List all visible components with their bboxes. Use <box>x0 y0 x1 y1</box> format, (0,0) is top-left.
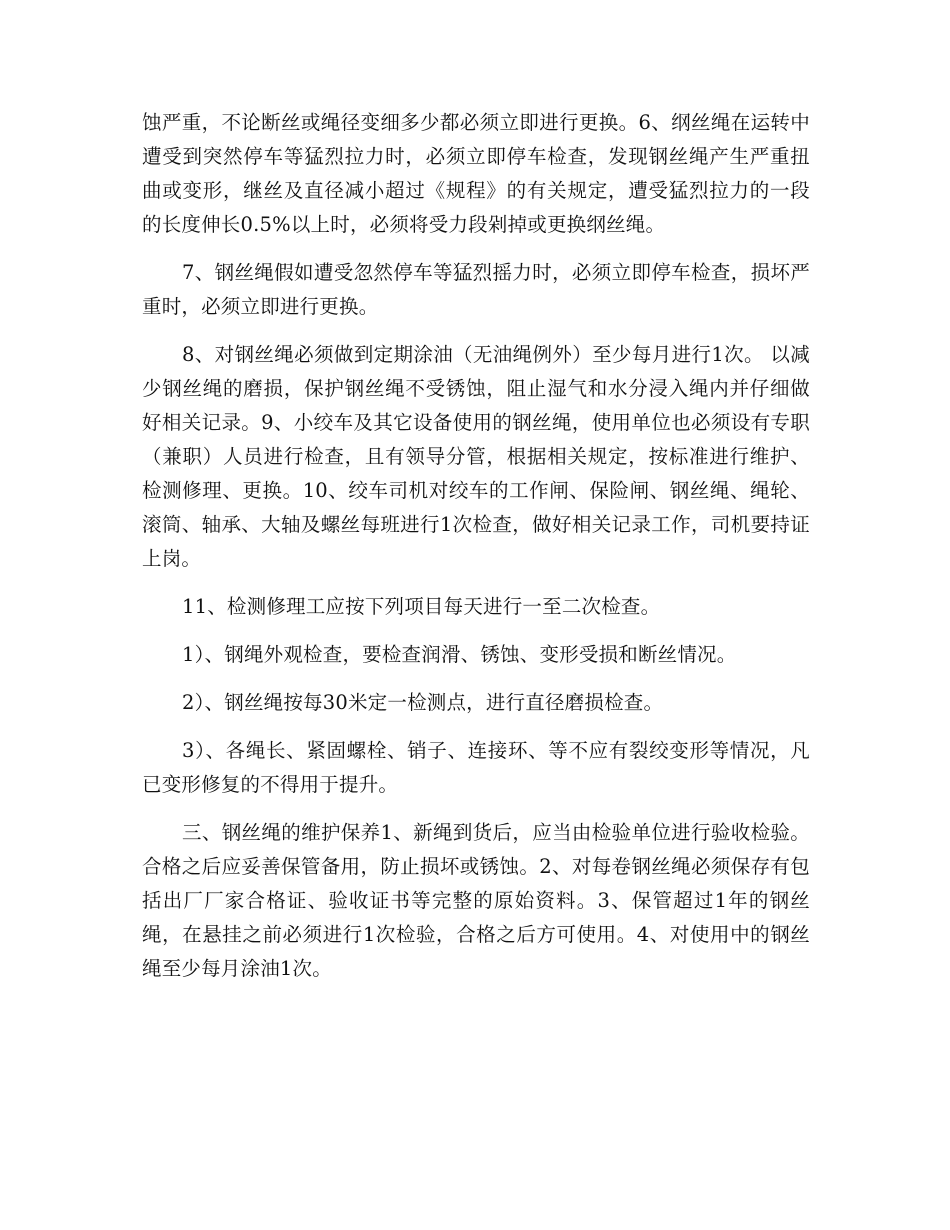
paragraph-gap <box>142 576 810 590</box>
paragraph-section-3-maintenance: 三、钢丝绳的维护保养1、新绳到货后，应当由检验单位进行验收检验。合格之后应妥善保管备用，防止损坏或锈蚀。2、对每卷钢丝绳必须保存有包括出厂厂家合格证、验收证书等完整的原始资料。3、保管超过1年的钢丝绳，在悬挂之前必须进行1次检验，合格之后方可使用。4、对使用中的钢丝绳至少每月涂油1次。 <box>142 821 810 980</box>
paragraph-subitem-1: 1）、钢绳外观检查，要检查润滑、锈蚀、变形受损和断丝情况。 <box>182 643 737 666</box>
paragraph-gap <box>142 802 810 816</box>
paragraph-gap <box>142 720 810 734</box>
paragraph-item-11: 11、检测修理工应按下列项目每天进行一至二次检查。 <box>182 595 661 618</box>
paragraph-gap <box>142 242 810 256</box>
paragraph-gap <box>142 672 810 686</box>
paragraph-wire-rope-replacement: 蚀严重，不论断丝或绳径变细多少都必须立即进行更换。6、纲丝绳在运转中遭受到突然停车等猛烈拉力时，必须立即停车检查，发现钢丝绳产生严重扭曲或变形，继丝及直径减小超过《规程》的有关规定，遭受猛烈拉力的一段的长度伸长0.5%以上时，必须将受力段剁掉或更换纲丝绳。 <box>142 111 810 236</box>
paragraph-subitem-2: 2）、钢丝绳按每30米定一检测点，进行直径磨损检查。 <box>182 691 664 714</box>
paragraph-gap <box>142 324 810 338</box>
paragraph-items-8-10: 8、对钢丝绳必须做到定期涂油（无油绳例外）至少每月进行1次。 以减少钢丝绳的磨损，保护钢丝绳不受锈蚀，阻止湿气和水分浸入绳内并仔细做好相关记录。9、小绞车及其它设备使用的钢丝绳，使用单位也必须设有专职（兼职）人员进行检查，且有领导分管，根据相关规定，按标准进行维护、检测修理、更换。10、绞车司机对绞车的工作闸、保险闸、钢丝绳、绳轮、滚筒、轴承、大轴及螺丝每班进行1次检查，做好相关记录工作，司机要持证上岗。 <box>142 343 810 570</box>
paragraph-item-7: 7、钢丝绳假如遭受忽然停车等猛烈摇力时，必须立即停车检查，损坏严重时，必须立即进行更换。 <box>142 261 810 318</box>
paragraph-gap <box>142 624 810 638</box>
paragraph-subitem-3: 3）、各绳长、紧固螺栓、销子、连接环、等不应有裂绞变形等情况，凡已变形修复的不得用于提升。 <box>142 739 810 796</box>
document-body <box>142 106 810 986</box>
